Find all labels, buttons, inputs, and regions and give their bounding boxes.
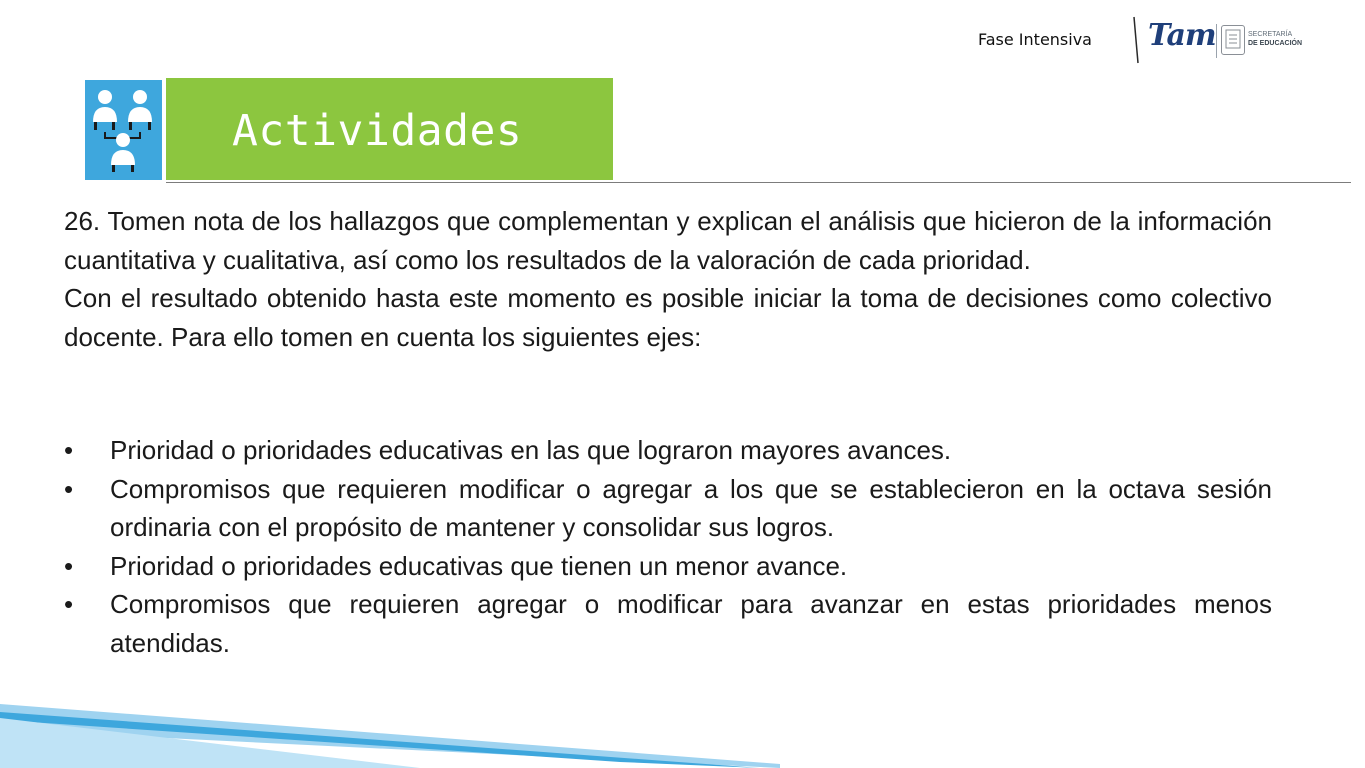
phase-label: Fase Intensiva	[978, 30, 1092, 49]
footer-decoration	[0, 698, 1365, 768]
header-divider	[166, 182, 1351, 183]
people-group-icon	[85, 80, 162, 180]
bullet-icon: •	[64, 589, 74, 619]
list-item	[64, 585, 1272, 662]
activity-paragraph-2: Con el resultado obtenido hasta este momento es posible iniciar la toma de decisiones como colectivo docente. Para ello tomen en cuenta los siguientes ejes:	[64, 283, 1272, 352]
logo-divider	[1216, 24, 1217, 58]
list-item	[64, 470, 1272, 547]
list-item-text: Compromisos que requieren agregar o modificar para avanzar en estas prioridades menos atendidas.	[110, 589, 1272, 658]
state-seal-icon	[1221, 25, 1245, 55]
list-item-text: Prioridad o prioridades educativas en las que lograron mayores avances.	[110, 435, 952, 465]
list-item	[64, 431, 1272, 470]
tam-logo: Tam	[1148, 18, 1216, 53]
bullet-icon: •	[64, 550, 74, 581]
activity-paragraph-1: 26. Tomen nota de los hallazgos que complementan y explican el análisis que hicieron de la información cuantitativa y cualitativa, así como los resultados de la valoración de cada prioridad.	[64, 206, 1272, 275]
agency-line-2: DE EDUCACIÓN	[1248, 40, 1303, 47]
list-item-text: Prioridad o prioridades educativas que tienen un menor avance.	[110, 550, 848, 581]
agency-logo-text	[1248, 30, 1308, 48]
axes-list	[64, 431, 1272, 662]
bullet-icon: •	[64, 473, 74, 504]
activity-body	[64, 202, 1272, 356]
logo-slash-mark	[1133, 16, 1139, 64]
list-item	[64, 547, 1272, 586]
bullet-icon: •	[64, 435, 74, 465]
list-item-text: Compromisos que requieren modificar o agregar a los que se establecieron en la octava sesión ordinaria con el propósito de mantener y consolidar sus logros.	[110, 473, 1272, 542]
agency-line-1: SECRETARÍA	[1248, 31, 1293, 38]
section-title: Actividades	[232, 106, 523, 156]
